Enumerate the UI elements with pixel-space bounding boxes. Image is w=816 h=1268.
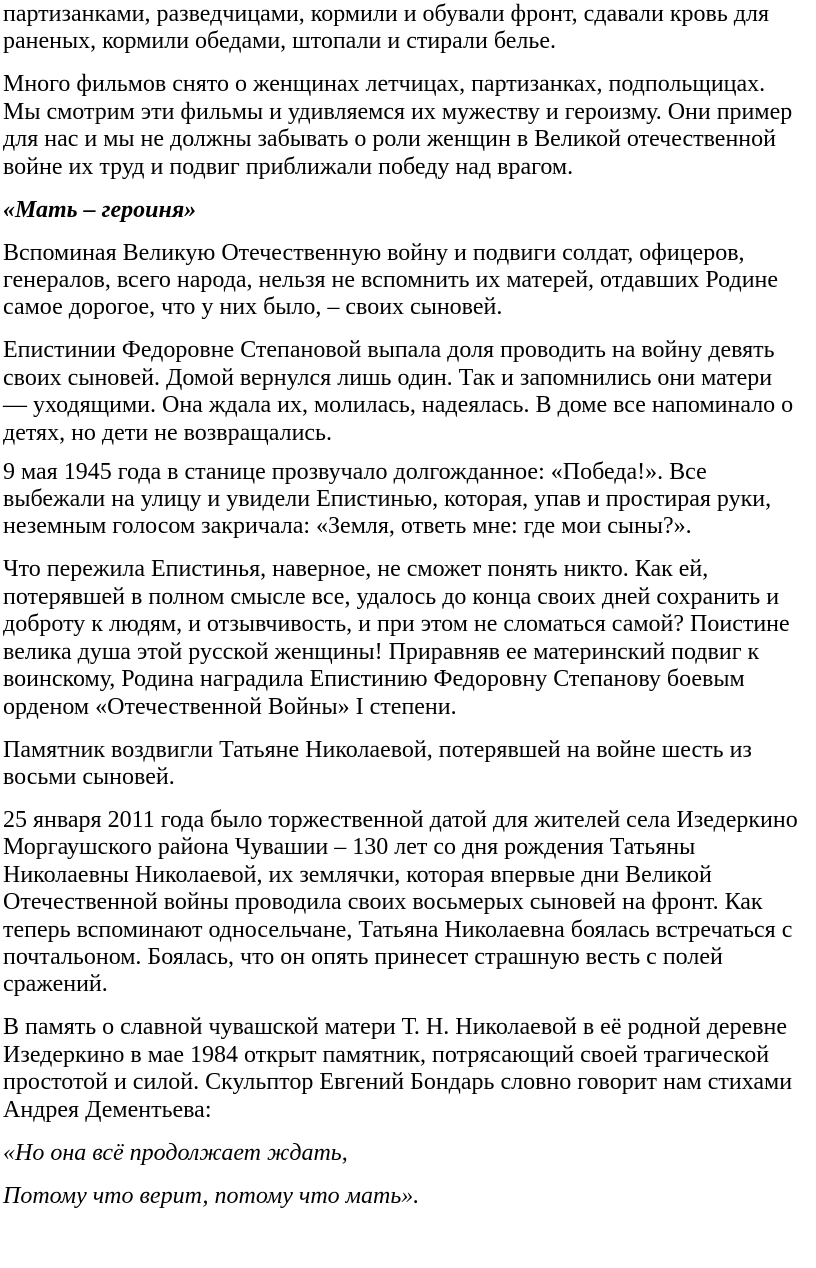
text-line: войне их труд и подвиг приближали победу над врагом. xyxy=(3,153,574,180)
text-line: своих сыновей. Домой вернулся лишь один. Так и запомнились они матери xyxy=(3,364,773,391)
paragraph xyxy=(3,1014,815,1124)
text-line: 25 января 2011 года было торжественной датой для жителей села Изедеркино xyxy=(3,806,798,833)
text-line: В память о славной чувашской матери Т. Н. Николаевой в её родной деревне xyxy=(3,1014,788,1041)
document-body xyxy=(3,1,815,1226)
text-line: выбежали на улицу и увидели Епистинью, которая, упав и простирая руки, xyxy=(3,486,772,513)
text-line: неземным голосом закричала: «Земля, ответь мне: где мои сыны?». xyxy=(3,513,692,540)
text-line: Потому что верит, потому что мать». xyxy=(3,1182,420,1209)
text-line: генералов, всего народа, нельзя не вспомнить их матерей, отдавших Родине xyxy=(3,267,779,294)
text-line: потерявшей в полном смысле все, удалось до конца своих дней сохранить и xyxy=(3,583,780,610)
poem-quote-line xyxy=(3,1183,815,1210)
text-line: доброту к людям, и отзывчивость, и при этом не сломаться самой? Поистине xyxy=(3,611,790,638)
paragraph xyxy=(3,1,815,56)
section-heading xyxy=(3,197,815,224)
text-line: Памятник воздвигли Татьяне Николаевой, потерявшей на войне шесть из xyxy=(3,736,752,763)
text-line: «Мать – героиня» xyxy=(3,196,197,223)
text-line: Мы смотрим эти фильмы и удивляемся их мужеству и героизму. Они пример xyxy=(3,98,793,125)
text-line: орденом «Отечественной Войны» I степени. xyxy=(3,693,457,720)
text-line: партизанками, разведчицами, кормили и обували фронт, сдавали кровь для xyxy=(3,1,770,27)
text-line: Много фильмов снято о женщинах летчицах, партизанках, подпольщицах. xyxy=(3,71,766,98)
text-line: Изедеркино в мае 1984 открыт памятник, потрясающий своей трагической xyxy=(3,1041,770,1068)
paragraph xyxy=(3,337,815,447)
text-line: теперь вспоминают односельчане, Татьяна Николаевна боялась встречаться с xyxy=(3,916,793,943)
paragraph xyxy=(3,459,815,541)
text-line: велика душа этой русской женщины! Приравняв ее материнский подвиг к xyxy=(3,638,760,665)
text-line: простотой и силой. Скульптор Евгений Бондарь словно говорит нам стихами xyxy=(3,1069,793,1096)
paragraph xyxy=(3,71,815,181)
text-line: воинскому, Родина наградила Епистинию Федоровну Степанову боевым xyxy=(3,666,745,693)
text-line: детях, но дети не возвращались. xyxy=(3,419,333,446)
text-line: Епистинии Федоровне Степановой выпала доля проводить на войну девять xyxy=(3,337,775,364)
text-line: «Но она всё продолжает ждать, xyxy=(3,1139,348,1166)
text-line: сражений. xyxy=(3,971,108,998)
paragraph xyxy=(3,807,815,999)
text-line: — уходящими. Она ждала их, молилась, надеялась. В доме все напоминало о xyxy=(3,392,794,419)
text-line: Что пережила Епистинья, наверное, не сможет понять никто. Как ей, xyxy=(3,556,709,583)
text-line: почтальоном. Боялась, что он опять принесет страшную весть с полей xyxy=(3,943,723,970)
text-line: самое дорогое, что у них было, – своих сыновей. xyxy=(3,294,503,321)
text-line: Андрея Дементьева: xyxy=(3,1096,212,1123)
poem-quote-line xyxy=(3,1140,815,1167)
text-line: для нас и мы не должны забывать о роли женщин в Великой отечественной xyxy=(3,126,776,153)
text-line: Николаевны Николаевой, их землячки, которая впервые дни Великой xyxy=(3,861,712,888)
text-line: 9 мая 1945 года в станице прозвучало долгожданное: «Победа!». Все xyxy=(3,458,707,485)
text-line: восьми сыновей. xyxy=(3,763,175,790)
paragraph xyxy=(3,737,815,792)
paragraph xyxy=(3,240,815,322)
text-line: Отечественной войны проводила своих восьмерых сыновей на фронт. Как xyxy=(3,889,763,916)
paragraph xyxy=(3,556,815,720)
text-line: Моргаушского района Чувашии – 130 лет со дня рождения Татьяны xyxy=(3,834,696,861)
text-line: раненых, кормили обедами, штопали и стирали белье. xyxy=(3,28,556,55)
text-line: Вспоминая Великую Отечественную войну и подвиги солдат, офицеров, xyxy=(3,239,745,266)
